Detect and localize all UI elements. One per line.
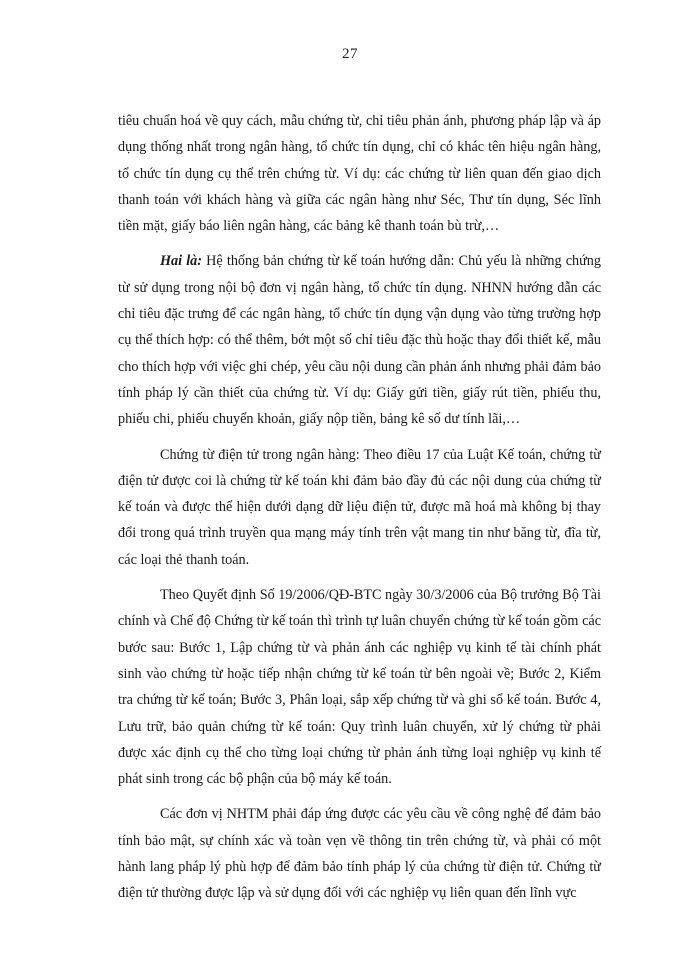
paragraph-hai-la [118,248,601,432]
paragraph-text: Chứng từ điện tử trong ngân hàng: Theo điều 17 của Luật Kế toán, chứng từ điện tử được coi là chứng từ kế toán khi đảm bảo đầy đủ các nội dung của chứng từ kế toán và được thể hiện dưới dạng dữ liệu điện tử, được mã hoá mà không bị thay đổi trong quá trình truyền qua mạng máy tính trên vật mang tin như băng từ, đĩa từ, các loại thẻ thanh toán. [118,446,601,568]
paragraph-nhtm-requirements [118,801,601,906]
paragraph-text: Hệ thống bản chứng từ kế toán hướng dẫn: Chủ yếu là những chứng từ sử dụng trong nội bộ đơn vị ngân hàng, tổ chức tín dụng. NHNN hướng dẫn các chỉ tiêu đặc trưng để các ngân hàng, tổ chức tín dụng vận dụng vào từng trường hợp cụ thể thích hợp: có thể thêm, bớt một số chỉ tiêu đặc thù hoặc thay đổi thiết kế, mẫu cho thích hợp với việc ghi chép, yêu cầu nội dung cần phản ánh nhưng phải đảm bảo tính pháp lý cần thiết của chứng từ. Ví dụ: Giấy gửi tiền, giấy rút tiền, phiếu thu, phiếu chi, phiếu chuyển khoản, giấy nộp tiền, bảng kê số dư tính lãi,… [118,253,601,428]
paragraph-text: Các đơn vị NHTM phải đáp ứng được các yêu cầu về công nghệ để đảm bảo tính bảo mật, sự chính xác và toàn vẹn về thông tin trên chứng từ, và phải có một hành lang pháp lý phù hợp để đảm bảo tính pháp lý của chứng từ điện tử. Chứng từ điện tử thường được lập và sử dụng đối với các nghiệp vụ liên quan đến lĩnh vực [118,806,601,902]
paragraph-electronic-documents [118,442,601,573]
paragraph-text: tiêu chuẩn hoá về quy cách, mẫu chứng từ, chỉ tiêu phản ánh, phương pháp lập và áp dụng thống nhất trong ngân hàng, tổ chức tín dụng, chỉ có khác tên hiệu ngân hàng, tổ chức tín dụng cụ thể trên chứng từ. Ví dụ: các chứng từ liên quan đến giao dịch thanh toán với khách hàng và giữa các ngân hàng như Séc, Thư tín dụng, Séc lĩnh tiền mặt, giấy báo liên ngân hàng, các bảng kê thanh toán bù trừ,… [118,113,601,235]
body-text [118,108,601,907]
paragraph-decision-19 [118,582,601,792]
paragraph-continuation [118,108,601,239]
page-number: 27 [342,46,358,62]
paragraph-text: Theo Quyết định Số 19/2006/QĐ-BTC ngày 30/3/2006 của Bộ trưởng Bộ Tài chính và Chế độ Chứng từ kế toán thì trình tự luân chuyển chứng từ kế toán gồm các bước sau: Bước 1, Lập chứng từ và phản ánh các nghiệp vụ kinh tế tài chính phát sinh vào chứng từ hoặc tiếp nhận chứng từ kế toán từ bên ngoài về; Bước 2, Kiểm tra chứng từ kế toán; Bước 3, Phân loại, sắp xếp chứng từ và ghi sổ kế toán. Bước 4, Lưu trữ, bảo quản chứng từ kế toán: Quy trình luân chuyển, xử lý chứng từ phải được xác định cụ thể cho từng loại chứng từ phản ánh từng loại nghiệp vụ kinh tế phát sinh trong các bộ phận của bộ máy kế toán. [118,587,601,788]
paragraph-lead: Hai là: [160,253,202,270]
